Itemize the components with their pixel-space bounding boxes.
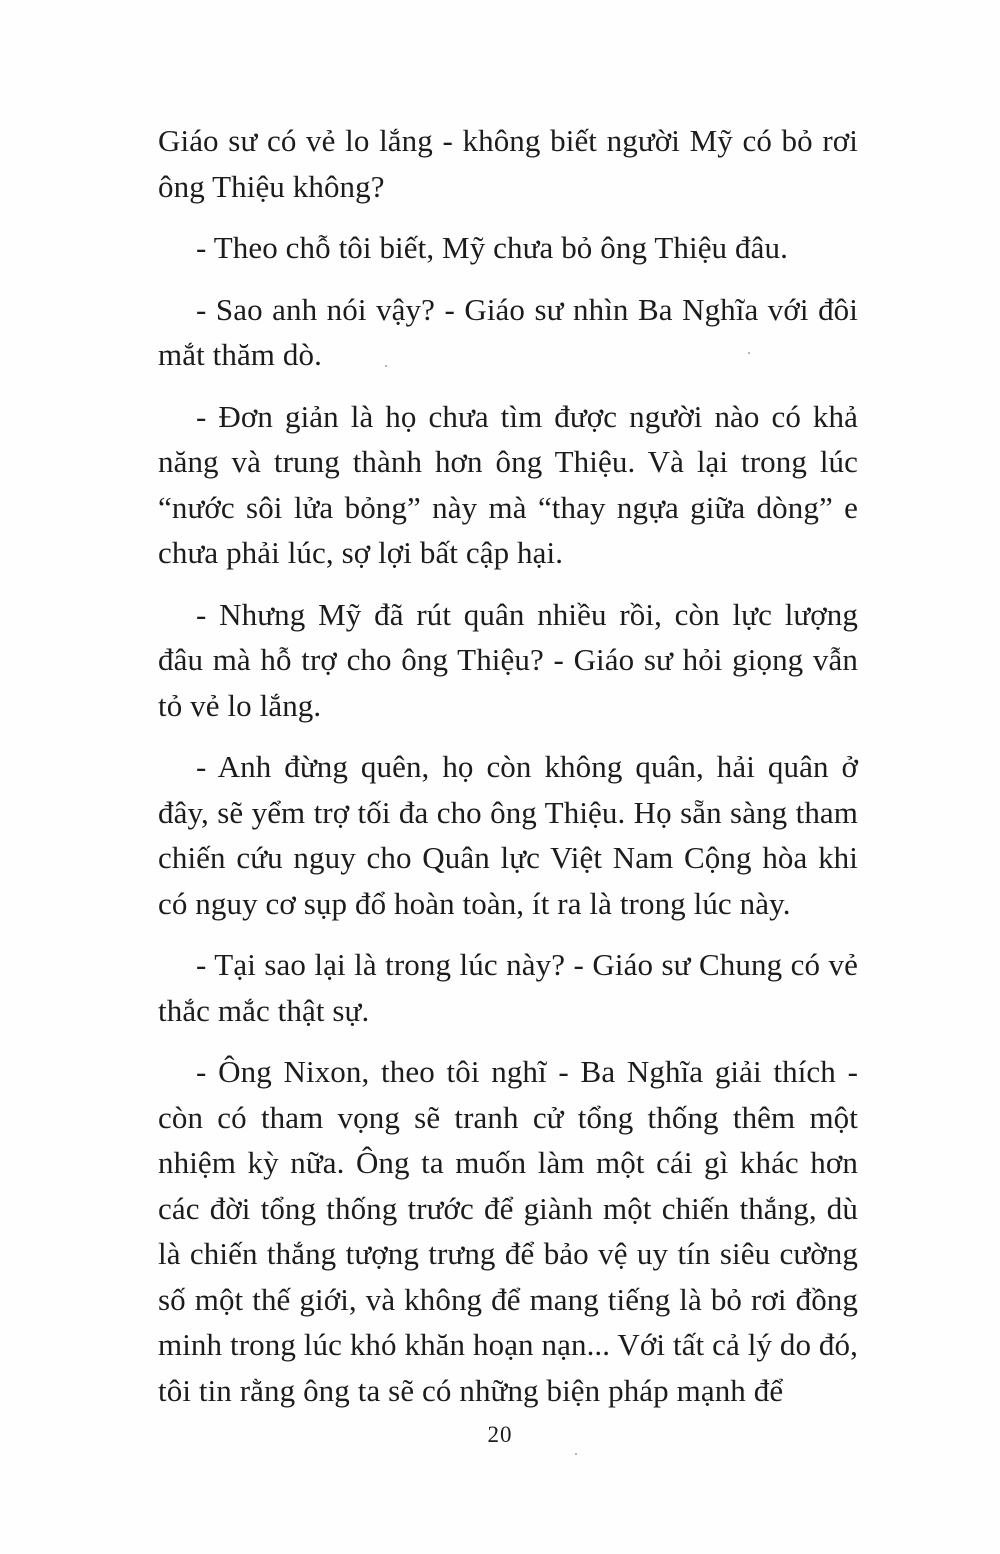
page-number: 20 [487, 1422, 513, 1447]
paragraph-2: - Theo chỗ tôi biết, Mỹ chưa bỏ ông Thiệu đâu. [196, 230, 788, 265]
paragraph-6: - Anh đừng quên, họ còn không quân, hải quân ở đây, sẽ yểm trợ tối đa cho ông Thiệu. Họ sẵn sàng tham chiến cứu nguy cho Quân lực Việt Nam Cộng hòa khi có nguy cơ sụp đổ hoàn toàn, ít ra là trong lúc này. [158, 749, 858, 921]
paragraph-4: - Đơn giản là họ chưa tìm được người nào có khả năng và trung thành hơn ông Thiệu. Và lại trong lúc “nước sôi lửa bỏng” này mà “thay ngựa giữa dòng” e chưa phải lúc, sợ lợi bất cập hại. [158, 398, 858, 570]
paragraph-7: - Tại sao lại là trong lúc này? - Giáo sư Chung có vẻ thắc mắc thật sự. [158, 947, 858, 1028]
paragraph-8: - Ông Nixon, theo tôi nghĩ - Ba Nghĩa giải thích - còn có tham vọng sẽ tranh cử tổng thống thêm một nhiệm kỳ nữa. Ông ta muốn làm một cái gì khác hơn các đời tổng thống trước để giành một chiến thắng, dù là chiến thắng tượng trưng để bảo vệ uy tín siêu cường số một thế giới, và không để mang tiếng là bỏ rơi đồng minh trong lúc khó khăn hoạn nạn... Với tất cả lý do đó, tôi tin rằng ông ta sẽ có những biện pháp mạnh để [158, 1054, 858, 1408]
paragraph-5: - Nhưng Mỹ đã rút quân nhiều rồi, còn lực lượng đâu mà hỗ trợ cho ông Thiệu? - Giáo sư hỏi giọng vẫn tỏ vẻ lo lắng. [158, 596, 858, 723]
paper-speck [385, 365, 387, 367]
body-text [158, 118, 858, 1429]
paper-speck [748, 352, 750, 354]
paragraph-1: Giáo sư có vẻ lo lắng - không biết người Mỹ có bỏ rơi ông Thiệu không? [158, 123, 858, 204]
paper-speck [575, 1453, 577, 1455]
paragraph-3: - Sao anh nói vậy? - Giáo sư nhìn Ba Nghĩa với đôi mắt thăm dò. [158, 291, 858, 372]
